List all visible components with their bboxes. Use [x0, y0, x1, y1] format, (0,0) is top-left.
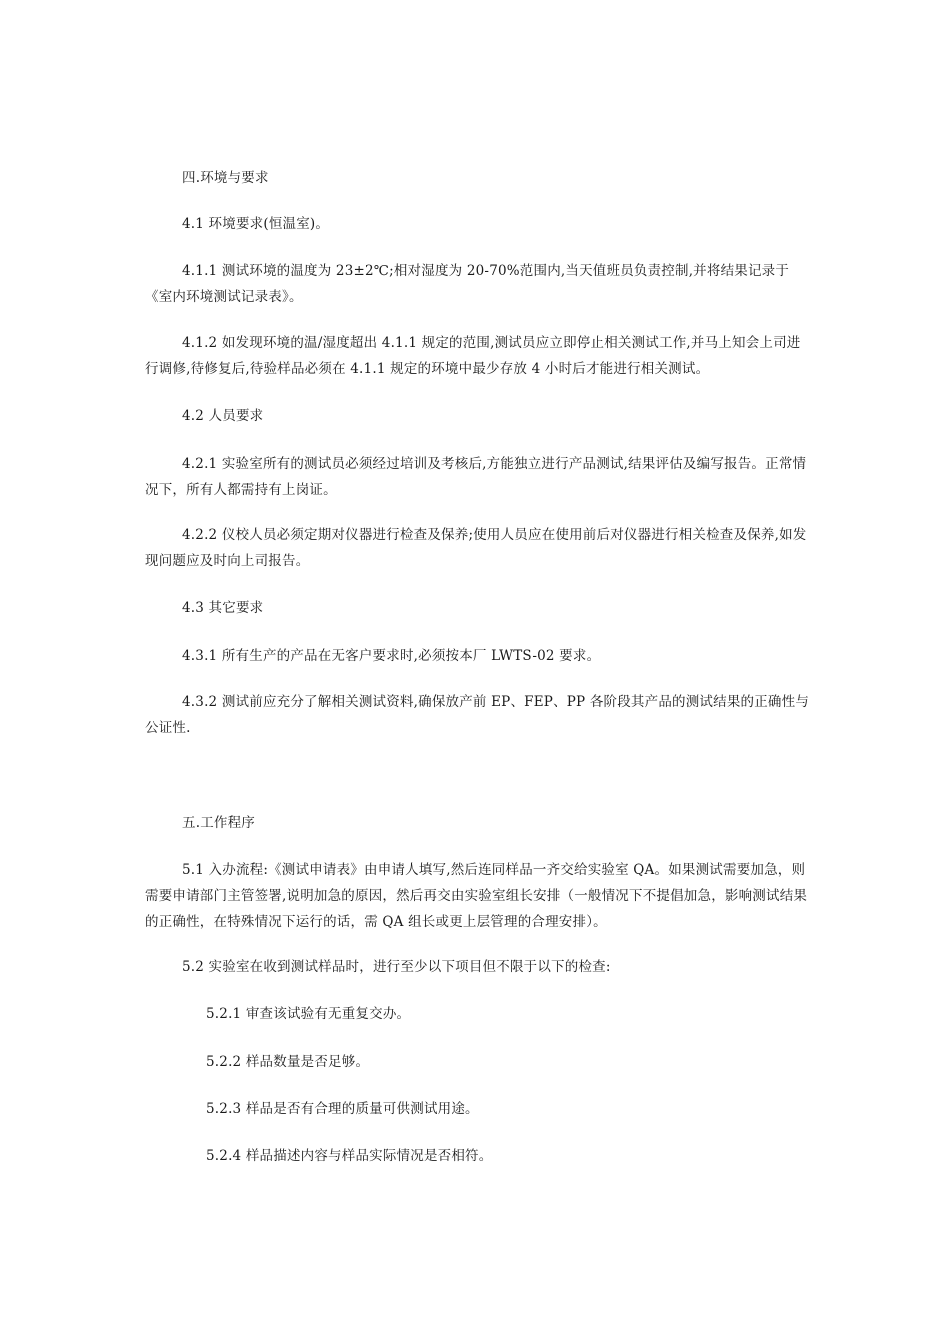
- paragraph-4-3-2: 4.3.2 测试前应充分了解相关测试资料,确保放产前 EP、FEP、PP 各阶段其产品的测试结果的正确性与公证性.: [145, 694, 810, 736]
- paragraph-4-1-2: 4.1.2 如发现环境的温/湿度超出 4.1.1 规定的范围,测试员应立即停止相关测试工作,并马上知会上司进行调修,待修复后,待验样品必须在 4.1.1 规定的环境中最少存放 4 小时后才能进行相关测试。: [145, 335, 801, 377]
- paragraph-4-1: 4.1 环境要求(恒温室)。: [182, 216, 330, 232]
- paragraph-5-2-2: 5.2.2 样品数量是否足够。: [206, 1054, 370, 1070]
- section-5-heading: 五.工作程序: [182, 815, 255, 831]
- paragraph-5-2-3: 5.2.3 样品是否有合理的质量可供测试用途。: [206, 1101, 479, 1117]
- paragraph-5-1: 5.1 入办流程:《测试申请表》由申请人填写,然后连同样品一齐交给实验室 QA。如果测试需要加急，则需要申请部门主管签署,说明加急的原因，然后再交由实验室组长安排（一般情况下不提倡加急，影响测试结果的正确性，在特殊情况下运行的话，需 QA 组长或更上层管理的合理安排）。: [145, 862, 808, 930]
- paragraph-5-2: 5.2 实验室在收到测试样品时，进行至少以下项目但不限于以下的检查:: [182, 959, 611, 975]
- paragraph-5-2-4: 5.2.4 样品描述内容与样品实际情况是否相符。: [206, 1148, 493, 1164]
- paragraph-4-2-2: 4.2.2 仪校人员必须定期对仪器进行检查及保养;使用人员应在使用前后对仪器进行相关检查及保养,如发现问题应及时向上司报告。: [145, 527, 807, 569]
- paragraph-4-2-1: 4.2.1 实验室所有的测试员必须经过培训及考核后,方能独立进行产品测试,结果评估及编写报告。正常情况下，所有人都需持有上岗证。: [145, 456, 807, 498]
- paragraph-4-3: 4.3 其它要求: [182, 600, 264, 616]
- paragraph-5-2-1: 5.2.1 审查该试验有无重复交办。: [206, 1006, 411, 1022]
- section-4-heading: 四.环境与要求: [182, 170, 269, 186]
- paragraph-4-1-1: 4.1.1 测试环境的温度为 23±2℃;相对湿度为 20-70%范围内,当天值班员负责控制,并将结果记录于《室内环境测试记录表》。: [145, 263, 790, 305]
- paragraph-4-3-1: 4.3.1 所有生产的产品在无客户要求时,必须按本厂 LWTS-02 要求。: [182, 648, 601, 664]
- paragraph-4-2: 4.2 人员要求: [182, 408, 264, 424]
